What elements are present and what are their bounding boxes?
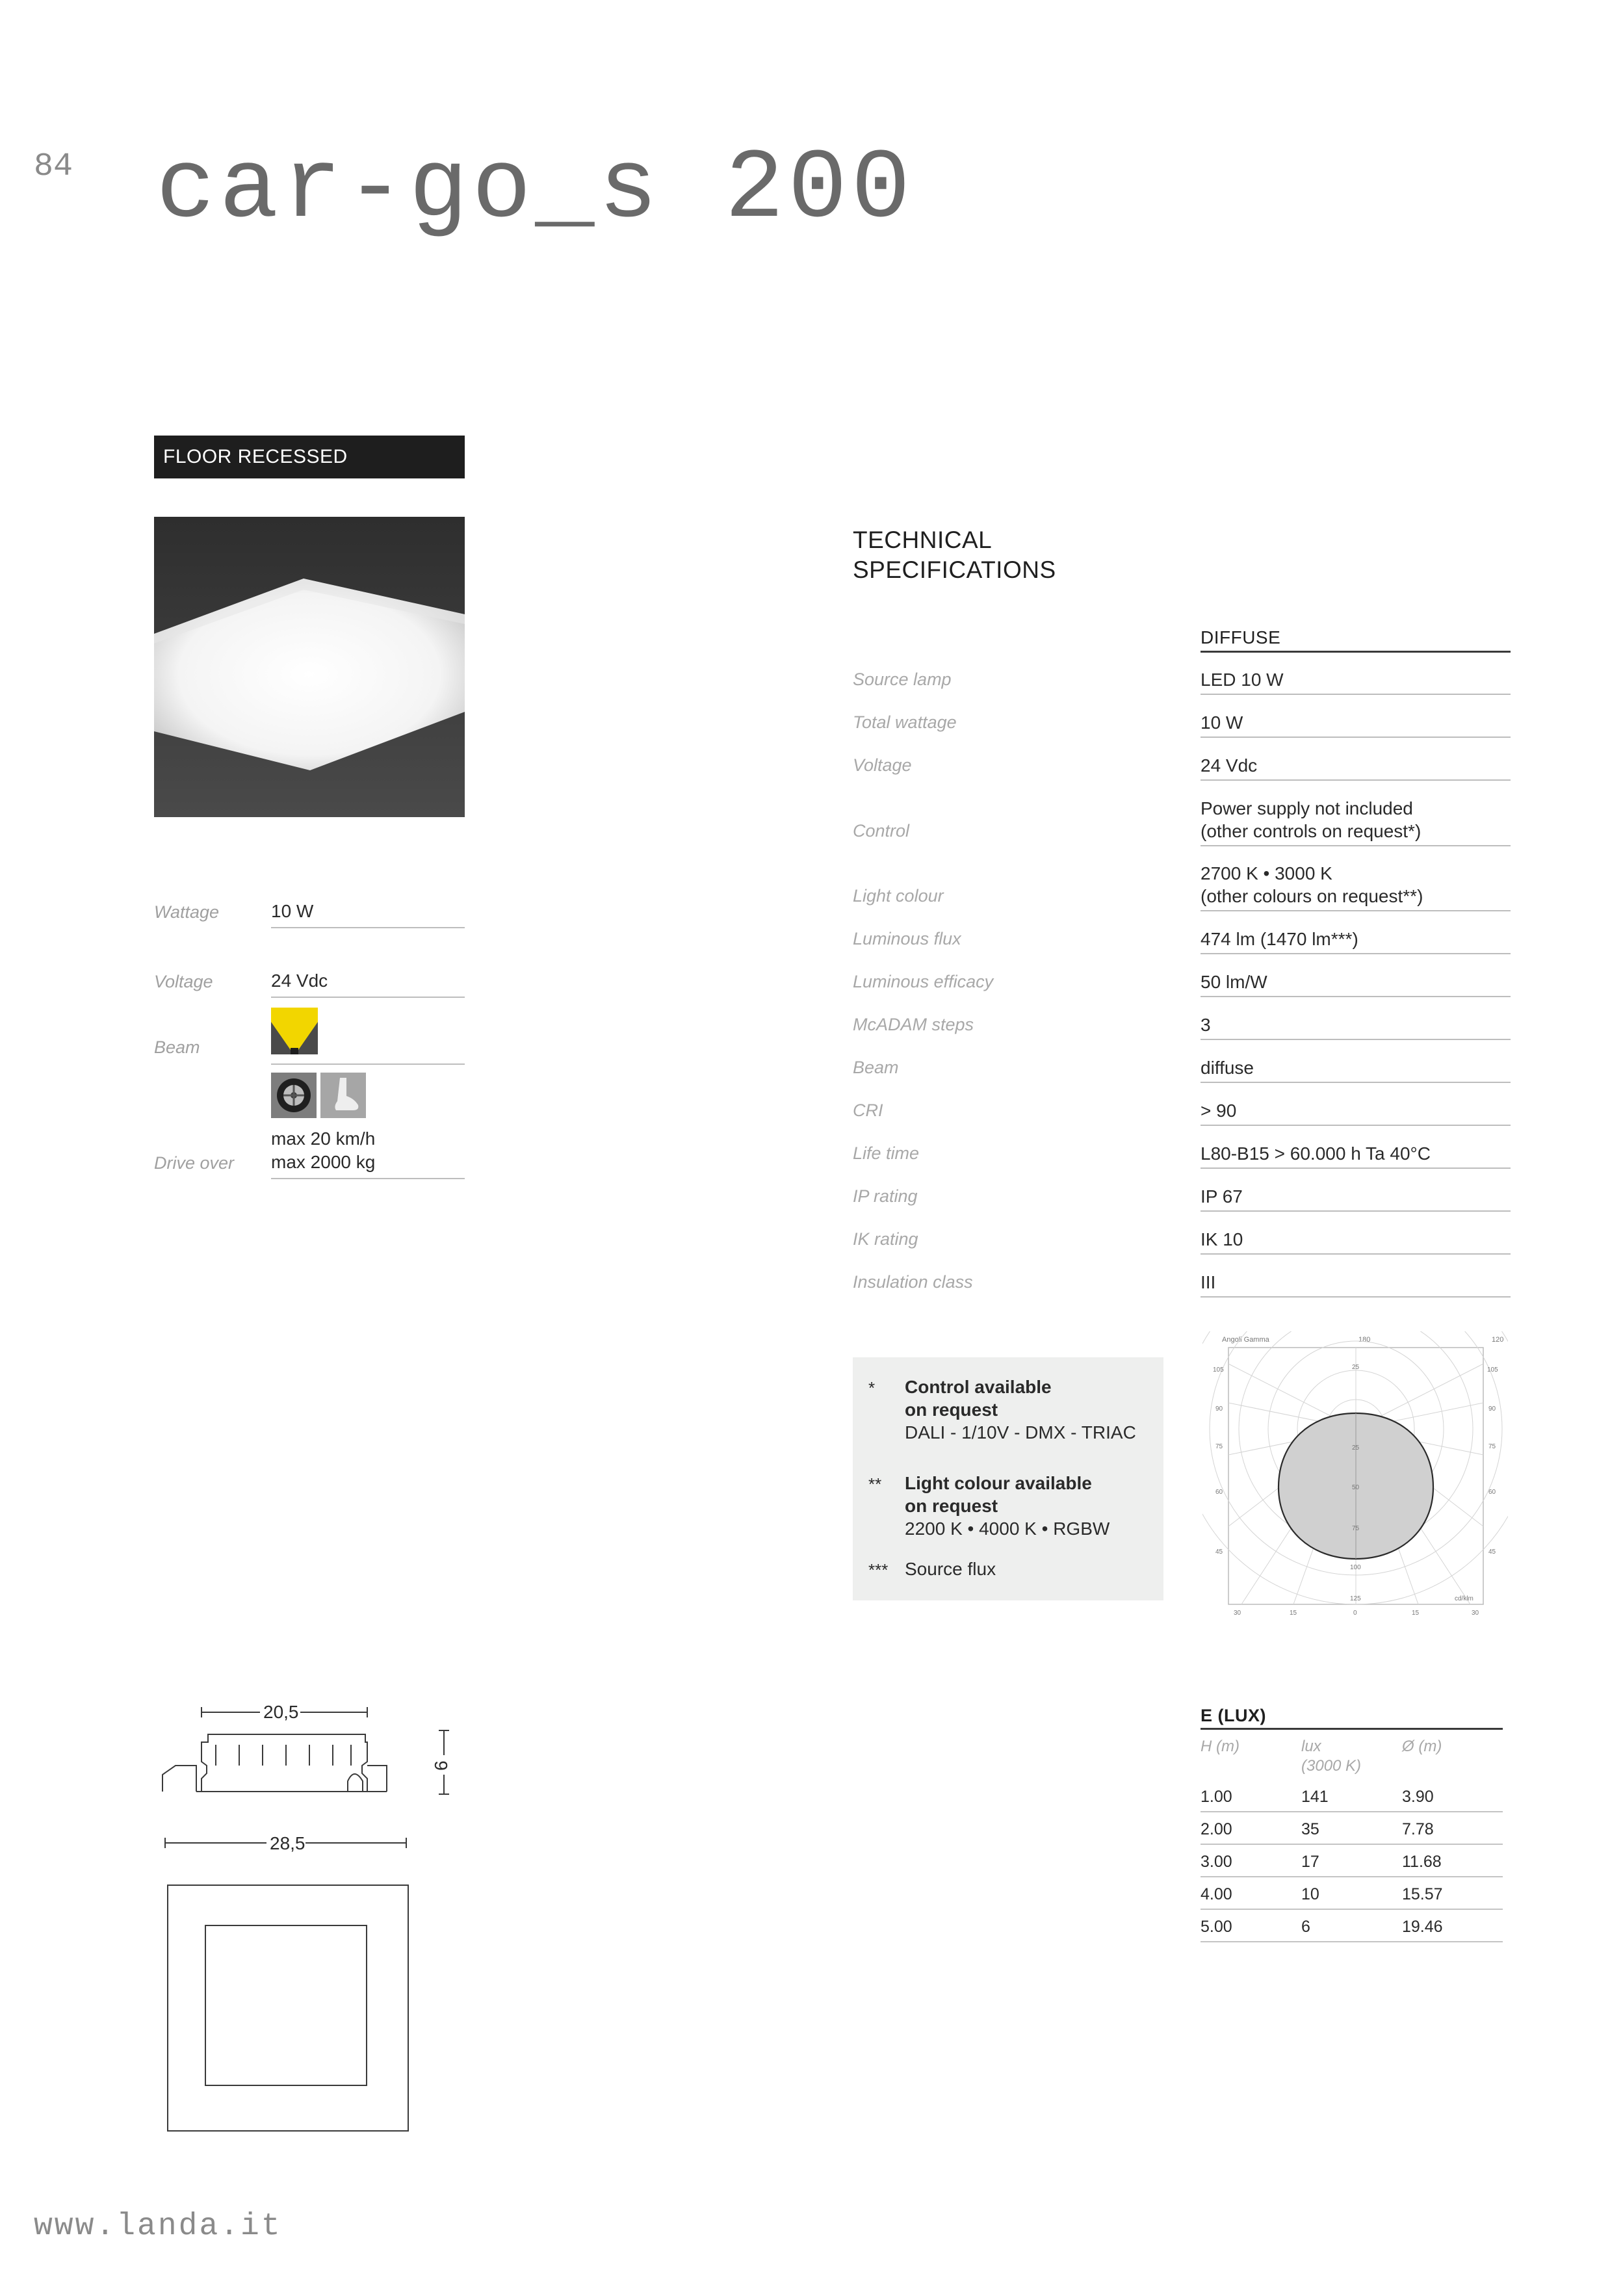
car-wheel-icon — [271, 1073, 317, 1118]
lux-row-divider — [1201, 1844, 1503, 1845]
lux-cell-lux: 35 — [1301, 1820, 1319, 1838]
diagram-left-tick: 45 — [1215, 1548, 1223, 1556]
photometric-polar-diagram — [1202, 1331, 1508, 1632]
note-mark: * — [868, 1378, 876, 1398]
lux-cell-h: 3.00 — [1201, 1853, 1232, 1871]
diagram-radial-tick: 100 — [1350, 1564, 1361, 1571]
diagram-top-left-label: Angoli Gamma — [1222, 1336, 1269, 1344]
column-header-diffuse: DIFFUSE — [1201, 627, 1281, 647]
dimension-bottom-width: 28,5 — [270, 1833, 305, 1853]
dimension-height: 9 — [430, 1760, 451, 1771]
lux-row-divider — [1201, 1941, 1503, 1942]
lux-cell-h: 5.00 — [1201, 1918, 1232, 1936]
spec-row-divider — [1201, 1082, 1511, 1083]
drive-over-speed: max 20 km/h — [271, 1128, 376, 1149]
diagram-radial-tick: 25 — [1352, 1444, 1360, 1452]
voltage-label: Voltage — [154, 972, 213, 991]
spec-value-luminous-flux: 474 lm (1470 lm***) — [1201, 929, 1358, 949]
lux-cell-dia: 3.90 — [1402, 1788, 1434, 1806]
spec-value-light-colour-line2: (other colours on request**) — [1201, 886, 1423, 906]
spec-label-luminous-efficacy: Luminous efficacy — [853, 972, 994, 991]
spec-value-ip-rating: IP 67 — [1201, 1186, 1243, 1207]
dimension-drawing — [156, 1690, 468, 2158]
divider — [271, 927, 465, 928]
diagram-right-tick: 60 — [1488, 1489, 1496, 1496]
diagram-radial-tick: 125 — [1350, 1595, 1361, 1602]
tech-spec-title-line1: TECHNICAL — [853, 527, 993, 553]
spec-label-light-colour: Light colour — [853, 886, 944, 906]
note-control — [905, 1376, 1136, 1444]
lux-cell-lux: 6 — [1301, 1918, 1310, 1936]
drive-over-label: Drive over — [154, 1153, 235, 1173]
spec-row-divider — [1201, 910, 1511, 911]
divider — [271, 1063, 465, 1065]
diagram-radial-tick: 25 — [1352, 1364, 1360, 1371]
spec-value-insulation: III — [1201, 1272, 1216, 1292]
spec-value-beam: diffuse — [1201, 1058, 1254, 1078]
diagram-radial-tick: 75 — [1352, 1525, 1360, 1532]
spec-value-luminous-efficacy: 50 lm/W — [1201, 972, 1267, 992]
spec-row-divider — [1201, 1168, 1511, 1169]
footnotes-box — [853, 1357, 1163, 1600]
lux-row-divider — [1201, 1909, 1503, 1910]
spec-label-luminous-flux: Luminous flux — [853, 929, 961, 948]
spec-value-light-colour — [1201, 862, 1511, 907]
diagram-left-tick: 90 — [1215, 1405, 1223, 1413]
left-spec-voltage — [154, 967, 465, 999]
spec-label-beam: Beam — [853, 1058, 899, 1077]
lux-header-h: H (m) — [1201, 1738, 1240, 1755]
lux-cell-dia: 11.68 — [1402, 1853, 1442, 1871]
lux-row-divider — [1201, 1811, 1503, 1812]
spec-row-divider — [1201, 1125, 1511, 1126]
tech-spec-title — [853, 525, 1056, 585]
website-url: www.landa.it — [34, 2209, 282, 2244]
lux-table-title: E (LUX) — [1201, 1706, 1266, 1725]
diagram-top-center: 180 — [1358, 1336, 1371, 1344]
diffuse-beam-icon — [271, 1008, 318, 1054]
spec-label-cri: CRI — [853, 1101, 883, 1120]
diagram-bottom-tick: 30 — [1234, 1610, 1241, 1617]
lux-header-lux-line1: lux — [1301, 1738, 1321, 1755]
product-title: car-go_s 200 — [156, 133, 915, 246]
diagram-bottom-tick: 15 — [1290, 1610, 1297, 1617]
lux-cell-h: 4.00 — [1201, 1885, 1232, 1903]
spec-value-source-lamp: LED 10 W — [1201, 670, 1284, 690]
note-bold: on request — [905, 1400, 998, 1420]
lux-header-lux-line2: (3000 K) — [1301, 1757, 1362, 1775]
note-bold: Light colour available — [905, 1473, 1092, 1493]
divider — [271, 1178, 465, 1179]
spec-value-life-time: L80-B15 > 60.000 h Ta 40°C — [1201, 1143, 1431, 1164]
beam-label: Beam — [154, 1037, 200, 1057]
spec-row-divider — [1201, 953, 1511, 954]
lux-cell-h: 1.00 — [1201, 1788, 1232, 1806]
spec-label-total-wattage: Total wattage — [853, 712, 957, 732]
lux-row-divider — [1201, 1876, 1503, 1877]
spec-row-divider — [1201, 694, 1511, 695]
spec-label-life-time: Life time — [853, 1143, 920, 1163]
diagram-right-tick: 45 — [1488, 1548, 1496, 1556]
spec-row-divider — [1201, 779, 1511, 781]
column-header-rule — [1201, 651, 1511, 653]
spec-row-divider — [1201, 1210, 1511, 1212]
note-bold: on request — [905, 1496, 998, 1516]
spec-value-voltage: 24 Vdc — [1201, 755, 1258, 776]
lux-cell-dia: 19.46 — [1402, 1918, 1443, 1936]
note-detail: DALI - 1/10V - DMX - TRIAC — [905, 1422, 1136, 1442]
note-mark: ** — [868, 1474, 882, 1494]
diagram-right-tick: 75 — [1488, 1443, 1496, 1450]
diagram-radial-tick: 50 — [1352, 1484, 1360, 1491]
page-number: 84 — [34, 148, 73, 185]
spec-value-control-line1: Power supply not included — [1201, 798, 1413, 818]
diagram-right-tick: 105 — [1487, 1366, 1498, 1374]
spec-row-divider — [1201, 737, 1511, 738]
tech-spec-title-line2: SPECIFICATIONS — [853, 556, 1056, 583]
lux-cell-lux: 10 — [1301, 1885, 1319, 1903]
divider — [271, 997, 465, 998]
spec-label-ik-rating: IK rating — [853, 1229, 918, 1249]
spec-row-divider — [1201, 996, 1511, 997]
diagram-left-tick: 105 — [1213, 1366, 1224, 1374]
product-photo — [154, 517, 465, 817]
spec-label-mcadam: McADAM steps — [853, 1015, 974, 1034]
spec-value-mcadam: 3 — [1201, 1015, 1211, 1035]
spec-value-control — [1201, 797, 1511, 842]
lux-cell-lux: 141 — [1301, 1788, 1329, 1806]
spec-row-divider — [1201, 1296, 1511, 1298]
lux-cell-h: 2.00 — [1201, 1820, 1232, 1838]
diagram-left-tick: 75 — [1215, 1443, 1223, 1450]
category-label: FLOOR RECESSED — [154, 436, 465, 478]
lux-header-lux — [1301, 1737, 1361, 1776]
lux-cell-lux: 17 — [1301, 1853, 1319, 1871]
left-spec-wattage — [154, 897, 465, 930]
lux-cell-dia: 7.78 — [1402, 1820, 1434, 1838]
voltage-value: 24 Vdc — [271, 971, 328, 991]
diagram-left-tick: 60 — [1215, 1489, 1223, 1496]
foot-icon — [320, 1073, 366, 1118]
lux-header-diameter: Ø (m) — [1402, 1738, 1442, 1755]
left-spec-drive-over — [154, 1073, 465, 1183]
spec-label-source-lamp: Source lamp — [853, 670, 952, 689]
note-light-colour — [905, 1472, 1110, 1540]
spec-value-light-colour-line1: 2700 K • 3000 K — [1201, 863, 1332, 883]
spec-row-divider — [1201, 845, 1511, 846]
spec-label-control: Control — [853, 821, 910, 841]
spec-value-control-line2: (other controls on request*) — [1201, 821, 1422, 841]
diagram-top-right: 120 — [1492, 1336, 1504, 1344]
note-source-flux: Source flux — [905, 1559, 996, 1579]
diagram-bottom-tick: 15 — [1412, 1610, 1420, 1617]
spec-value-ik-rating: IK 10 — [1201, 1229, 1243, 1249]
spec-label-insulation: Insulation class — [853, 1272, 973, 1292]
spec-row-divider — [1201, 1039, 1511, 1040]
spec-value-total-wattage: 10 W — [1201, 712, 1243, 733]
spec-row-divider — [1201, 1253, 1511, 1255]
wattage-label: Wattage — [154, 902, 220, 922]
note-mark: *** — [868, 1560, 889, 1580]
diagram-bottom-tick: 30 — [1472, 1610, 1479, 1617]
diagram-unit: cd/klm — [1455, 1595, 1474, 1602]
lux-table-title-rule — [1201, 1728, 1503, 1730]
left-spec-beam — [154, 1008, 465, 1066]
wattage-value: 10 W — [271, 901, 314, 921]
dimension-top-width: 20,5 — [263, 1702, 299, 1722]
diagram-right-tick: 90 — [1488, 1405, 1496, 1413]
lux-cell-dia: 15.57 — [1402, 1885, 1443, 1903]
spec-label-voltage: Voltage — [853, 755, 912, 775]
note-detail: 2200 K • 4000 K • RGBW — [905, 1519, 1110, 1539]
spec-value-cri: > 90 — [1201, 1101, 1237, 1121]
note-bold: Control available — [905, 1377, 1052, 1397]
drive-over-weight: max 2000 kg — [271, 1152, 376, 1172]
diagram-bottom-tick: 0 — [1353, 1610, 1357, 1617]
spec-label-ip-rating: IP rating — [853, 1186, 918, 1206]
